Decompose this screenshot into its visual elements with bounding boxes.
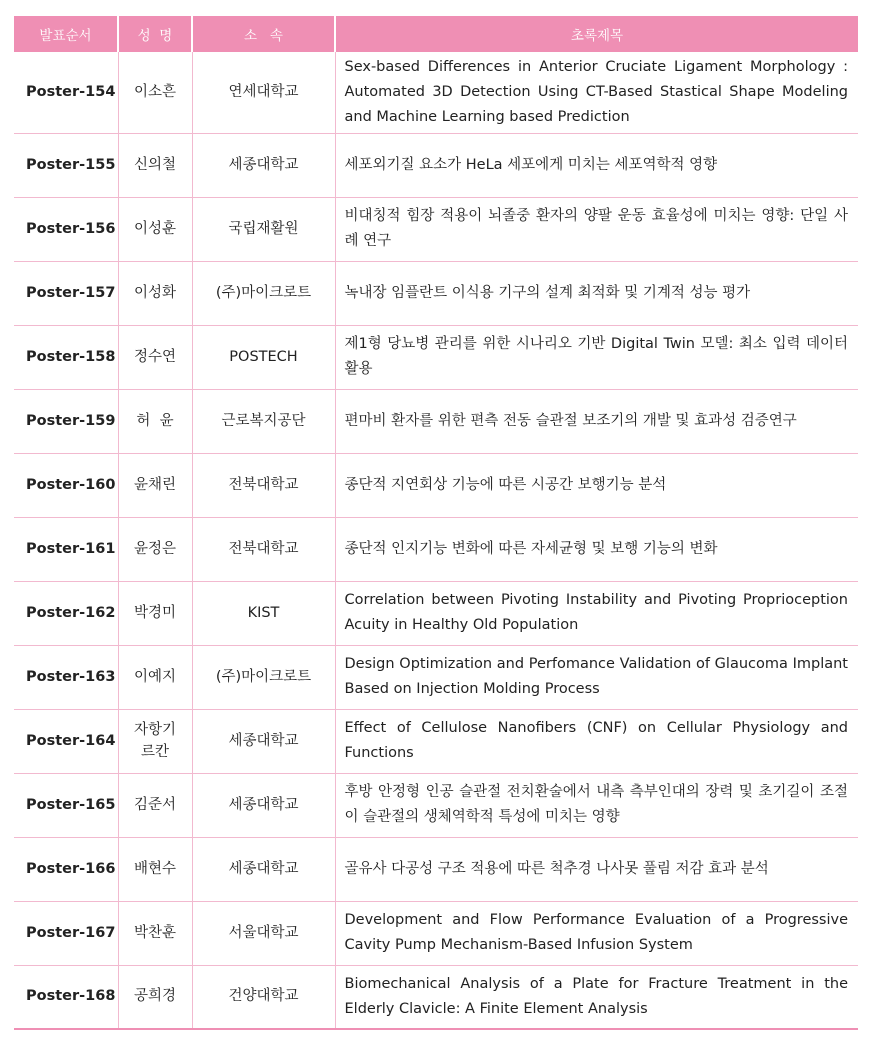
affiliation: 전북대학교 [192,453,335,517]
presenter-name: 이성훈 [118,197,192,261]
presenter-name: 자항기르칸 [118,709,192,773]
affiliation: 서울대학교 [192,901,335,965]
table-row [14,773,858,837]
poster-number: Poster-163 [26,668,116,685]
affiliation: 세종대학교 [192,837,335,901]
affiliation: 건양대학교 [192,965,335,1029]
poster-number: Poster-154 [26,83,116,100]
presenter-name: 김준서 [118,773,192,837]
abstract-title: 편마비 환자를 위한 편측 전동 슬관절 보조기의 개발 및 효과성 검증연구 [335,389,858,453]
presenter-name: 신의철 [118,133,192,197]
poster-number: Poster-165 [26,796,116,813]
abstract-title: Development and Flow Performance Evaluation of a Progressive Cavity Pump Mechanism-Based Infusion System [335,901,858,965]
poster-schedule [14,16,858,1030]
abstract-title: 세포외기질 요소가 HeLa 세포에게 미치는 세포역학적 영향 [335,133,858,197]
header-title: 초록제목 [335,16,858,52]
presenter-name: 윤채린 [118,453,192,517]
abstract-title: 종단적 지연회상 기능에 따른 시공간 보행기능 분석 [335,453,858,517]
poster-number: Poster-157 [26,284,116,301]
abstract-title: 골유사 다공성 구조 적용에 따른 척추경 나사못 풀림 저감 효과 분석 [335,837,858,901]
table-body [14,52,858,1029]
affiliation: (주)마이크로트 [192,261,335,325]
presenter-name: 이예지 [118,645,192,709]
presenter-name: 이성화 [118,261,192,325]
abstract-title: 후방 안정형 인공 슬관절 전치환술에서 내측 측부인대의 장력 및 초기길이 조절이 슬관절의 생체역학적 특성에 미치는 영향 [335,773,858,837]
poster-number: Poster-166 [26,860,116,877]
table-row [14,837,858,901]
table-row [14,325,858,389]
presenter-name: 윤정은 [118,517,192,581]
abstract-title: Biomechanical Analysis of a Plate for Fracture Treatment in the Elderly Clavicle: A Finite Element Analysis [335,965,858,1029]
table-row [14,133,858,197]
abstract-title: Sex-based Differences in Anterior Cruciate Ligament Morphology : Automated 3D Detection Using CT-Based Stastical Shape Modeling and Machine Learning based Prediction [335,52,858,133]
table-header [14,16,858,52]
table-row [14,453,858,517]
abstract-title: 종단적 인지기능 변화에 따른 자세균형 및 보행 기능의 변화 [335,517,858,581]
table-row [14,581,858,645]
table-row [14,901,858,965]
header-affiliation: 소 속 [192,16,335,52]
table-row [14,709,858,773]
poster-number: Poster-159 [26,412,116,429]
presenter-name: 박경미 [118,581,192,645]
poster-number: Poster-161 [26,540,116,557]
abstract-title: Design Optimization and Perfomance Validation of Glaucoma Implant Based on Injection Molding Process [335,645,858,709]
header-name: 성 명 [118,16,192,52]
poster-number: Poster-160 [26,476,116,493]
abstract-title: 비대칭적 힘장 적용이 뇌졸중 환자의 양팔 운동 효율성에 미치는 영향: 단일 사례 연구 [335,197,858,261]
table-row [14,645,858,709]
affiliation: 근로복지공단 [192,389,335,453]
affiliation: KIST [192,581,335,645]
abstract-title: Correlation between Pivoting Instability and Pivoting Proprioception Acuity in Healthy Old Population [335,581,858,645]
affiliation: 전북대학교 [192,517,335,581]
abstract-title: 제1형 당뇨병 관리를 위한 시나리오 기반 Digital Twin 모델: 최소 입력 데이터 활용 [335,325,858,389]
table-row [14,52,858,133]
table-row [14,261,858,325]
affiliation: 국립재활원 [192,197,335,261]
table-row [14,389,858,453]
affiliation: 세종대학교 [192,133,335,197]
table-row [14,517,858,581]
presenter-name: 공희경 [118,965,192,1029]
header-order: 발표순서 [14,16,118,52]
poster-number: Poster-162 [26,604,116,621]
affiliation: POSTECH [192,325,335,389]
affiliation: 세종대학교 [192,709,335,773]
abstract-title: 녹내장 임플란트 이식용 기구의 설계 최적화 및 기계적 성능 평가 [335,261,858,325]
presenter-name: 이소흔 [118,52,192,133]
poster-number: Poster-158 [26,348,116,365]
presenter-name: 허 윤 [118,389,192,453]
poster-number: Poster-168 [26,988,116,1005]
poster-number: Poster-156 [26,220,116,237]
table-row [14,965,858,1029]
affiliation: 연세대학교 [192,52,335,133]
presenter-name: 배현수 [118,837,192,901]
poster-number: Poster-155 [26,156,116,173]
affiliation: 세종대학교 [192,773,335,837]
table-row [14,197,858,261]
presenter-name: 정수연 [118,325,192,389]
poster-table [14,16,858,1030]
poster-number: Poster-167 [26,924,116,941]
poster-number: Poster-164 [26,732,116,749]
affiliation: (주)마이크로트 [192,645,335,709]
abstract-title: Effect of Cellulose Nanofibers (CNF) on Cellular Physiology and Functions [335,709,858,773]
presenter-name: 박찬훈 [118,901,192,965]
